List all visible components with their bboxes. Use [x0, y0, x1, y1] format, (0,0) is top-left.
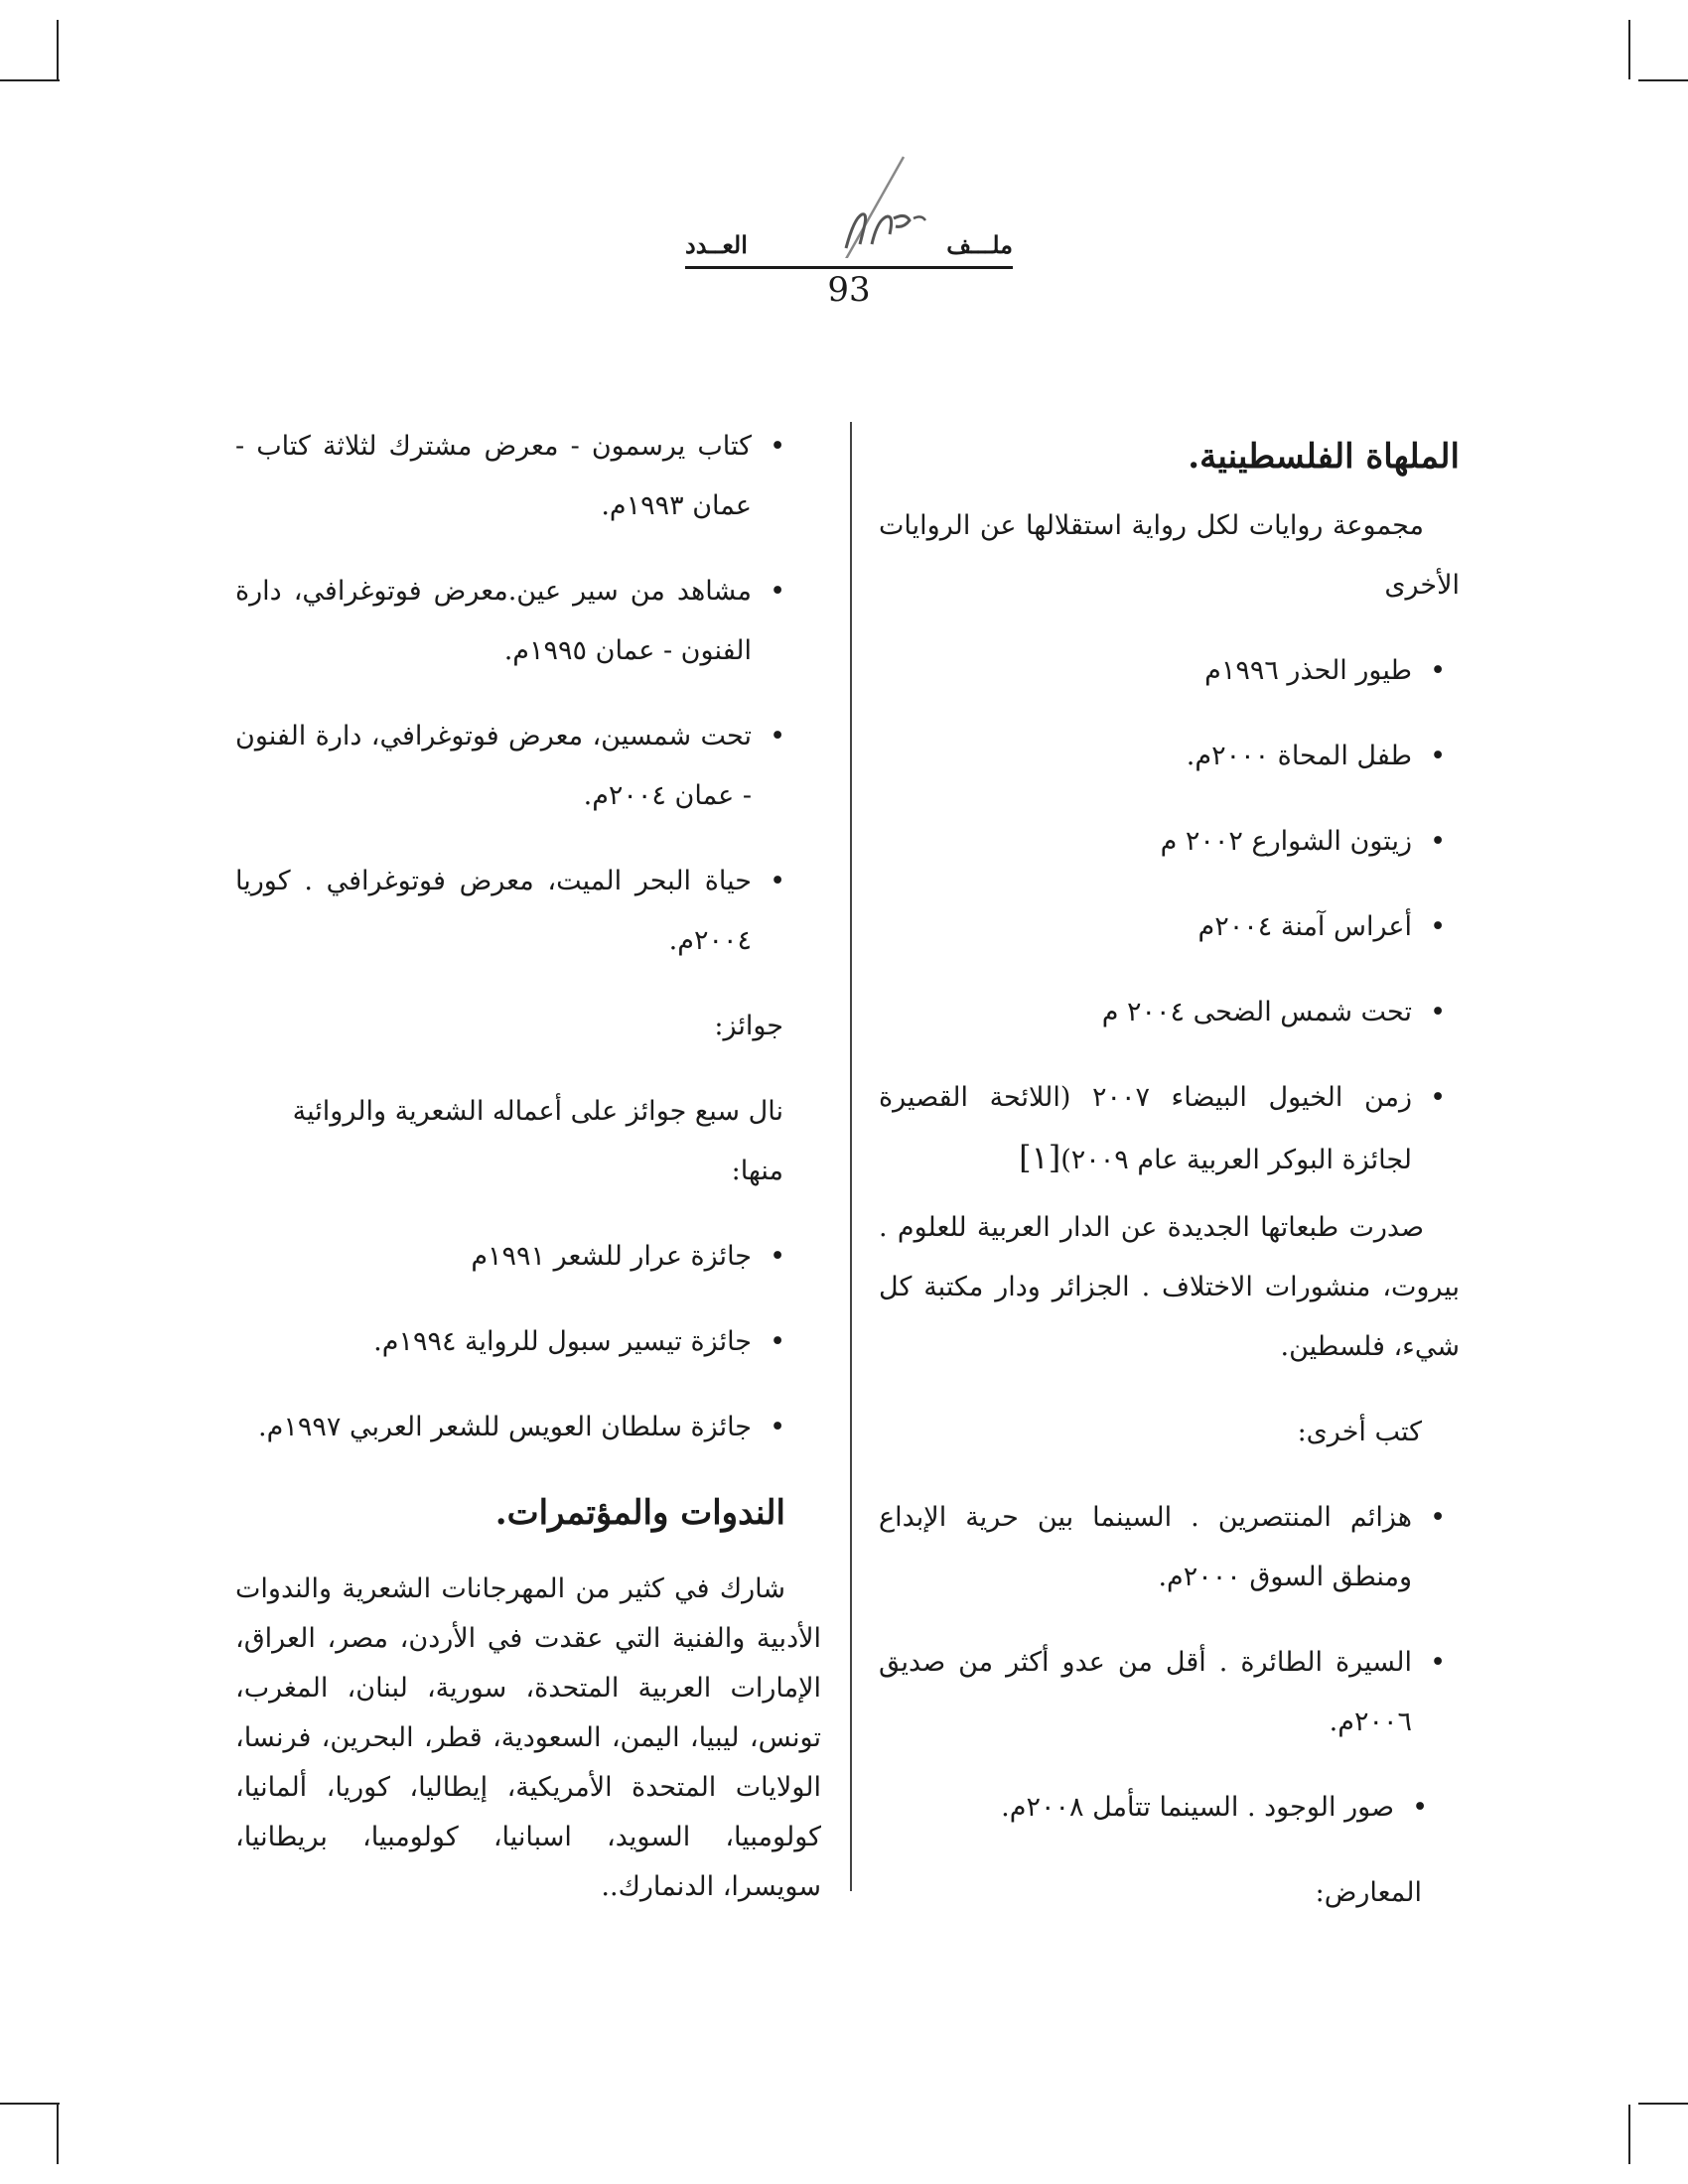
bullet-icon: •: [770, 1241, 785, 1272]
page-number: 93: [827, 270, 871, 310]
page-header: [685, 149, 1013, 308]
magazine-logo-icon: [755, 149, 953, 258]
list-item: • حياة البحر الميت، معرض فوتوغرافي . كوريا ٢٠٠٤م.: [235, 852, 821, 971]
conferences-paragraph: شارك في كثير من المهرجانات الشعرية والندوات الأدبية والفنية التي عقدت في الأردن، مصر، العراق، الإمارات العربية المتحدة، سورية، لبنان، المغرب، تونس، ليبيا، اليمن، السعودية، قطر، البحرين، فرنسا، الولايات المتحدة الأمريكية، إيطاليا، كوريا، ألمانيا، كولومبيا، السويد، اسبانيا، كولومبيا، بريطانيا، سويسرا، الدنمارك..: [235, 1573, 821, 1902]
editions-paragraph: صدرت طبعاتها الجديدة عن الدار العربية للعلوم . بيروت، منشورات الاختلاف . الجزائر ودار مكتبة كل شيء، فلسطين.: [879, 1212, 1460, 1362]
bullet-icon: •: [1430, 911, 1446, 942]
bullet-icon: •: [1430, 741, 1446, 771]
crop-mark: [57, 20, 59, 79]
bullet-icon: •: [1430, 826, 1446, 857]
list-item: • طيور الحذر ١٩٩٦م: [879, 641, 1460, 701]
exhibitions-label: المعارض:: [1315, 1877, 1422, 1908]
list-item: • مشاهد من سير عين.معرض فوتوغرافي، دارة الفنون - عمان ١٩٩٥م.: [235, 562, 821, 681]
list-item: • تحت شمسين، معرض فوتوغرافي، دارة الفنون - عمان ٢٠٠٤م.: [235, 707, 821, 826]
header-issue-label: العــدد: [685, 230, 748, 259]
bullet-icon: •: [770, 576, 785, 607]
awards-label: جوائز:: [714, 1011, 783, 1041]
list-item: • صور الوجود . السينما تتأمل ٢٠٠٨م.: [879, 1778, 1460, 1838]
citation-link[interactable]: [١]: [1019, 1139, 1061, 1176]
list-item: • هزائم المنتصرين . السينما بين حرية الإبداع ومنطق السوق ٢٠٠٠م.: [879, 1488, 1460, 1607]
right-column: [879, 417, 1460, 1949]
bullet-icon: •: [1430, 1502, 1446, 1533]
crop-mark: [1638, 79, 1688, 81]
list-item: • زمن الخيول البيضاء ٢٠٠٧ (اللائحة القصيرة لجائزة البوكر العربية عام ٢٠٠٩)[١]: [879, 1068, 1460, 1190]
crop-mark: [57, 2105, 59, 2164]
crop-mark: [1638, 2103, 1688, 2105]
list-item: • جائزة سلطان العويس للشعر العربي ١٩٩٧م.: [235, 1398, 821, 1457]
list-item: • السيرة الطائرة . أقل من عدو أكثر من صديق ٢٠٠٦م.: [879, 1633, 1460, 1752]
awards-intro: نال سبع جوائز على أعماله الشعرية والروائية منها:: [292, 1096, 783, 1186]
bullet-icon: •: [770, 866, 785, 896]
bullet-icon: •: [1430, 1082, 1446, 1113]
crop-mark: [0, 79, 60, 81]
other-books-label: كتب أخرى:: [1297, 1417, 1422, 1447]
list-item: • جائزة تيسير سبول للرواية ١٩٩٤م.: [235, 1312, 821, 1372]
section-title: الندوات والمؤتمرات.: [494, 1493, 785, 1533]
section-title: الملهاة الفلسطينية.: [1188, 437, 1460, 477]
list-item: • جائزة عرار للشعر ١٩٩١م: [235, 1227, 821, 1287]
crop-mark: [1628, 2105, 1630, 2164]
bullet-icon: •: [1430, 655, 1446, 686]
intro-paragraph: مجموعة روايات لكل رواية استقلالها عن الروايات الأخرى: [879, 510, 1460, 601]
left-column: [235, 417, 821, 1912]
list-item: • طفل المحاة ٢٠٠٠م.: [879, 727, 1460, 786]
bullet-icon: •: [770, 431, 785, 462]
header-section-label: ملـــف: [946, 230, 1013, 259]
bullet-icon: •: [1412, 1792, 1428, 1823]
bullet-icon: •: [1430, 997, 1446, 1027]
list-item: • تحت شمس الضحى ٢٠٠٤ م: [879, 983, 1460, 1042]
bullet-icon: •: [770, 1412, 785, 1442]
column-divider: [850, 422, 852, 1891]
crop-mark: [0, 2103, 60, 2105]
bullet-icon: •: [1430, 1647, 1446, 1678]
crop-mark: [1628, 20, 1630, 79]
header-rule: [685, 266, 1013, 269]
list-item: • زيتون الشوارع ٢٠٠٢ م: [879, 812, 1460, 872]
list-item: • أعراس آمنة ٢٠٠٤م: [879, 897, 1460, 957]
bullet-icon: •: [770, 721, 785, 751]
list-item: • كتاب يرسمون - معرض مشترك لثلاثة كتاب - عمان ١٩٩٣م.: [235, 417, 821, 536]
bullet-icon: •: [770, 1326, 785, 1357]
